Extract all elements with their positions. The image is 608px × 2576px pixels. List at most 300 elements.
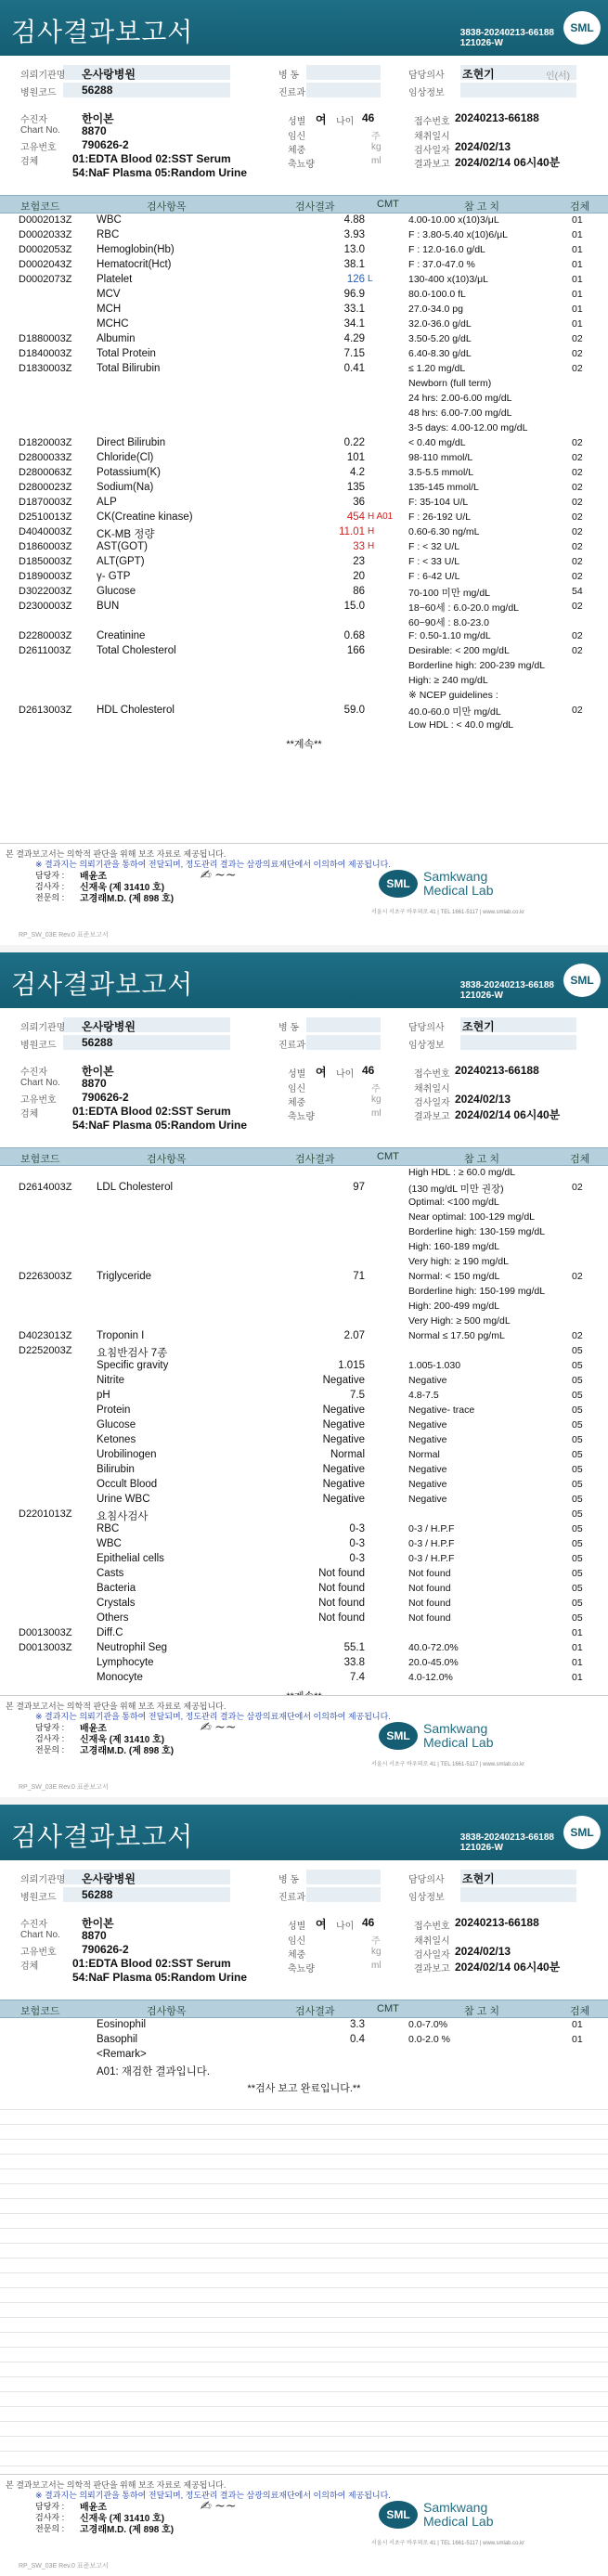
- row-reference: 4.00-10.00 x(10)3/μL: [408, 214, 499, 226]
- chart-no-value: 8870: [82, 1077, 107, 1090]
- empty-row: [0, 2392, 608, 2407]
- report-title: 검사결과보고서: [11, 17, 194, 47]
- table-row: [0, 540, 608, 555]
- row-specimen: 05: [572, 1494, 583, 1505]
- table-row: [0, 1582, 608, 1597]
- clinical-info-label: 임상정보: [408, 1893, 445, 1903]
- empty-row: [0, 2199, 608, 2214]
- row-reference: 3-5 days: 4.00-12.00 mg/dL: [408, 422, 528, 434]
- urine-volume-unit: ml: [371, 156, 382, 166]
- table-row: [0, 407, 608, 421]
- age-value: 46: [362, 1916, 375, 1929]
- report-header: [0, 952, 608, 1008]
- row-code: D4040003Z: [19, 526, 72, 537]
- row-specimen: 05: [572, 1464, 583, 1475]
- row-result: Negative: [322, 1434, 365, 1445]
- row-test-name: 요침반검사 7종: [97, 1348, 168, 1359]
- row-result: 166: [346, 645, 365, 656]
- row-reference: Negative- trace: [408, 1405, 475, 1416]
- row-result: 23: [353, 556, 365, 567]
- row-specimen: 05: [572, 1375, 583, 1386]
- row-test-name: AST(GOT): [97, 541, 148, 552]
- row-test-name: Neutrophil Seg: [97, 1642, 168, 1653]
- institution-value: 온사랑병원: [82, 1872, 136, 1885]
- chart-no-value: 8870: [82, 124, 107, 137]
- row-reference: 98-110 mmol/L: [408, 452, 473, 463]
- row-result: 126: [346, 274, 365, 285]
- row-reference: F : 37.0-47.0 %: [408, 259, 475, 270]
- row-test-name: Glucose: [97, 1419, 136, 1430]
- row-reference: Very High: ≥ 500 mg/dL: [408, 1315, 511, 1327]
- row-specimen: 01: [572, 274, 583, 285]
- test-date-value: 2024/02/13: [455, 1093, 511, 1106]
- row-specimen: 01: [572, 2019, 583, 2030]
- row-reference: 135-145 mmol/L: [408, 482, 479, 493]
- row-test-name: Casts: [97, 1568, 124, 1579]
- row-specimen: 05: [572, 1419, 583, 1430]
- age-label: 나이: [336, 1922, 355, 1932]
- row-specimen: 02: [572, 363, 583, 374]
- row-specimen: 02: [572, 556, 583, 567]
- urine-volume-label: 축뇨량: [288, 1112, 315, 1122]
- patient-name-value: 한이본: [82, 112, 114, 125]
- ward-label: 병 동: [278, 71, 300, 81]
- report-page-1: [0, 0, 608, 945]
- empty-row: [0, 2437, 608, 2452]
- row-result: 2.07: [343, 1330, 365, 1341]
- row-result: 0-3: [349, 1553, 365, 1564]
- table-row: [0, 1567, 608, 1582]
- row-result: 4.2: [350, 467, 365, 478]
- empty-row: [0, 2273, 608, 2288]
- report-footer: [0, 843, 608, 945]
- lab-name-line1: Samkwang: [423, 2500, 488, 2515]
- document-code-line1: 3838-20240213-66188: [459, 28, 554, 38]
- row-test-name: ALP: [97, 497, 117, 508]
- table-row: [0, 1597, 608, 1612]
- table-row: [0, 466, 608, 481]
- empty-row: [0, 2377, 608, 2392]
- table-row: [0, 1181, 608, 1196]
- lab-name-line2: Medical Lab: [423, 2514, 494, 2529]
- id-no-value: 790626-2: [82, 1091, 129, 1104]
- report-header: [0, 1805, 608, 1860]
- issuer-name: 배윤조: [80, 2503, 107, 2513]
- row-result: 4.29: [343, 333, 365, 344]
- results-table-header: [0, 1147, 608, 1166]
- row-test-name: LDL Cholesterol: [97, 1182, 174, 1193]
- document-code: [460, 1832, 554, 1853]
- row-specimen: 05: [572, 1612, 583, 1624]
- row-test-name: CK-MB 정량: [97, 529, 155, 540]
- report-complete-label: **검사 보고 완료입니다.**: [247, 2083, 361, 2094]
- row-reference: 0-3 / H.P.F: [408, 1538, 455, 1549]
- row-specimen: 01: [572, 289, 583, 300]
- row-result: 33: [353, 541, 365, 552]
- row-result: 97: [353, 1182, 365, 1193]
- row-test-name: Monocyte: [97, 1672, 143, 1683]
- report-header: [0, 0, 608, 56]
- checker-label: 검사자 :: [35, 882, 65, 891]
- row-specimen: 01: [572, 229, 583, 240]
- chart-no-label: Chart No.: [20, 125, 60, 136]
- patient-info: [0, 1860, 608, 2000]
- lab-logo: SML: [379, 1722, 418, 1750]
- row-reference: F : 12.0-16.0 g/dL: [408, 244, 485, 255]
- chart-no-value: 8870: [82, 1929, 107, 1942]
- row-reference: Optimal: <100 mg/dL: [408, 1197, 499, 1208]
- lab-name-line1: Samkwang: [423, 1721, 488, 1736]
- col-specimen: 검체: [570, 2006, 590, 2017]
- ward-label: 병 동: [278, 1875, 300, 1885]
- row-reference: High: 200-499 mg/dL: [408, 1301, 500, 1312]
- empty-row: [0, 2214, 608, 2229]
- row-reference: 1.005-1.030: [408, 1360, 461, 1371]
- lab-name-line2: Medical Lab: [423, 883, 494, 898]
- row-test-name: Basophil: [97, 2034, 138, 2045]
- table-row: [0, 377, 608, 392]
- table-row: [0, 1641, 608, 1656]
- weight-label: 체중: [288, 1950, 306, 1961]
- empty-row: [0, 2259, 608, 2273]
- hospital-code-value: 56288: [82, 1888, 113, 1901]
- reported-label: 결과보고: [414, 1964, 450, 1974]
- row-test-name: RBC: [97, 1523, 120, 1534]
- table-row: [0, 674, 608, 689]
- col-ref: 참 고 치: [464, 1154, 499, 1165]
- pregnancy-label: 임신: [288, 1936, 306, 1947]
- row-result: 13.0: [343, 244, 365, 255]
- age-label: 나이: [336, 117, 355, 127]
- row-test-name: Bilirubin: [97, 1464, 135, 1475]
- row-reference: High: ≥ 240 mg/dL: [408, 675, 488, 686]
- specimen-line2: 54:NaF Plasma 05:Random Urine: [72, 1119, 248, 1132]
- report-page-3: [0, 1805, 608, 2576]
- row-code: D0002043Z: [19, 259, 72, 270]
- receipt-no-value: 20240213-66188: [455, 1916, 539, 1929]
- specimen-line2: 54:NaF Plasma 05:Random Urine: [72, 1971, 248, 1984]
- specimen-label: 검체: [20, 1109, 39, 1120]
- row-specimen: 02: [572, 571, 583, 582]
- empty-rows: [0, 2095, 608, 2481]
- row-flag: H: [368, 526, 375, 537]
- table-row: [0, 1418, 608, 1433]
- patient-name-label: 수진자: [20, 1068, 47, 1078]
- row-reference: Desirable: < 200 mg/dL: [408, 645, 510, 656]
- row-test-name: Triglyceride: [97, 1271, 152, 1282]
- table-row: [0, 436, 608, 451]
- institution-label: 의뢰기관명: [20, 71, 66, 81]
- reported-label: 결과보고: [414, 160, 450, 170]
- row-test-name: Bacteria: [97, 1583, 136, 1594]
- col-code: 보험코드: [20, 2006, 60, 2017]
- row-specimen: 02: [572, 526, 583, 537]
- row-specimen: 05: [572, 1583, 583, 1594]
- table-row: [0, 1478, 608, 1493]
- empty-row: [0, 2095, 608, 2110]
- doctor-label: 담당의사: [408, 1875, 445, 1885]
- age-label: 나이: [336, 1069, 355, 1080]
- row-specimen: 05: [572, 1405, 583, 1416]
- row-result: Negative: [322, 1419, 365, 1430]
- lab-logo: SML: [379, 870, 418, 898]
- row-result: 20: [353, 571, 365, 582]
- table-row: [0, 2063, 608, 2078]
- row-result: 11.01: [339, 526, 365, 537]
- weight-label: 체중: [288, 1098, 306, 1108]
- empty-row: [0, 2452, 608, 2466]
- row-test-name: CK(Creatine kinase): [97, 511, 193, 523]
- row-result: 86: [353, 586, 365, 597]
- row-test-name: WBC: [97, 214, 122, 226]
- row-test-name: Urine WBC: [97, 1494, 150, 1505]
- row-result: 7.15: [343, 348, 365, 359]
- row-reference: 3.5-5.5 mmol/L: [408, 467, 474, 478]
- dept-label: 진료과: [278, 88, 305, 98]
- row-specimen: 05: [572, 1538, 583, 1549]
- row-result: 3.3: [350, 2019, 365, 2030]
- row-result: 55.1: [343, 1642, 365, 1653]
- empty-row: [0, 2333, 608, 2348]
- row-result: 0.4: [350, 2034, 365, 2045]
- row-reference: Normal ≤ 17.50 pg/mL: [408, 1330, 505, 1341]
- row-reference: Low HDL : < 40.0 mg/dL: [408, 719, 514, 731]
- document-code-line2: 121026-W: [459, 990, 503, 1001]
- chart-no-label: Chart No.: [20, 1930, 60, 1940]
- row-specimen: 02: [572, 601, 583, 612]
- empty-row: [0, 2169, 608, 2184]
- col-name: 검사항목: [147, 1154, 187, 1165]
- row-result: 0-3: [349, 1538, 365, 1549]
- row-result: Not found: [318, 1568, 365, 1579]
- row-specimen: 02: [572, 452, 583, 463]
- row-result: 71: [353, 1271, 365, 1282]
- row-code: D1880003Z: [19, 333, 72, 344]
- row-test-name: Diff.C: [97, 1627, 123, 1638]
- table-row: [0, 496, 608, 511]
- row-reference: 40.0-60.0 미만 mg/dL: [408, 706, 501, 718]
- table-row: [0, 600, 608, 615]
- table-row: [0, 362, 608, 377]
- row-reference: 0-3 / H.P.F: [408, 1523, 455, 1534]
- row-result: 1.015: [338, 1360, 365, 1371]
- issuer-name: 배윤조: [80, 872, 107, 882]
- row-specimen: 02: [572, 437, 583, 448]
- row-reference: 4.0-12.0%: [408, 1672, 453, 1683]
- row-test-name: RBC: [97, 229, 120, 240]
- row-code: D2263003Z: [19, 1271, 72, 1282]
- doctor-label: 담당의사: [408, 71, 445, 81]
- row-result: 33.1: [343, 304, 365, 315]
- tested-label: 검사일자: [414, 1950, 450, 1961]
- table-row: [0, 659, 608, 674]
- institution-value: 온사랑병원: [82, 68, 136, 81]
- document-code-line1: 3838-20240213-66188: [459, 1832, 554, 1843]
- row-specimen: 05: [572, 1390, 583, 1401]
- test-date-value: 2024/02/13: [455, 140, 511, 153]
- row-specimen: 01: [572, 1627, 583, 1638]
- row-code: D2800063Z: [19, 467, 72, 478]
- patient-info: [0, 1008, 608, 1147]
- table-row: [0, 704, 608, 718]
- row-specimen: 05: [572, 1360, 583, 1371]
- row-result: Negative: [322, 1494, 365, 1505]
- row-reference: 40.0-72.0%: [408, 1642, 459, 1653]
- institution-value: 온사랑병원: [82, 1020, 136, 1033]
- id-no-label: 고유번호: [20, 1095, 57, 1106]
- row-reference: 130-400 x(10)3/μL: [408, 274, 489, 285]
- row-reference: Newborn (full term): [408, 378, 492, 389]
- institution-label: 의뢰기관명: [20, 1875, 66, 1885]
- expert-label: 전문의 :: [35, 2524, 65, 2533]
- empty-row: [0, 2303, 608, 2318]
- row-reference: Not found: [408, 1598, 451, 1609]
- table-row: [0, 1626, 608, 1641]
- row-flag: L: [368, 274, 373, 284]
- table-row: [0, 214, 608, 228]
- weight-unit: kg: [371, 1947, 382, 1957]
- table-row: [0, 288, 608, 303]
- empty-row: [0, 2348, 608, 2362]
- sex-value: 여: [316, 1066, 327, 1079]
- table-row: [0, 1329, 608, 1344]
- page-code: RP_SW_03E Rev.0 표준보고서: [19, 932, 109, 938]
- table-row: [0, 451, 608, 466]
- hospital-code-label: 병원코드: [20, 88, 57, 98]
- table-row: [0, 1225, 608, 1240]
- row-specimen: 05: [572, 1568, 583, 1579]
- row-specimen: 01: [572, 259, 583, 270]
- report-date-value: 2024/02/14 06시40분: [455, 156, 561, 169]
- receipt-no-label: 접수번호: [414, 1069, 450, 1080]
- row-reference: 20.0-45.0%: [408, 1657, 459, 1668]
- report-footer: [0, 1695, 608, 1797]
- row-result: 33.8: [343, 1657, 365, 1668]
- table-row: [0, 615, 608, 629]
- sex-value: 여: [316, 1918, 327, 1931]
- lab-fine-print: 서울시 서초구 바우뫼로 41 | TEL 1661-5117 | www.smlab.co.kr: [371, 2541, 525, 2546]
- row-reference: 70-100 미만 mg/dL: [408, 588, 490, 599]
- row-code: D1840003Z: [19, 348, 72, 359]
- row-test-name: Nitrite: [97, 1375, 125, 1386]
- row-reference: Not found: [408, 1583, 451, 1594]
- row-reference: 80.0-100.0 fL: [408, 289, 466, 300]
- footer-note-1: 본 결과보고서는 의학적 판단을 위해 보조 자료로 제공됩니다.: [6, 849, 226, 859]
- table-row: [0, 689, 608, 704]
- reported-label: 결과보고: [414, 1112, 450, 1122]
- row-specimen: 02: [572, 1330, 583, 1341]
- hospital-code-label: 병원코드: [20, 1041, 57, 1051]
- row-reference: F : 6-42 U/L: [408, 571, 460, 582]
- row-reference: Borderline high: 150-199 mg/dL: [408, 1286, 546, 1297]
- row-reference: Very high: ≥ 190 mg/dL: [408, 1256, 509, 1267]
- specimen-label: 검체: [20, 1961, 39, 1972]
- row-reference: 48 hrs: 6.00-7.00 mg/dL: [408, 408, 512, 419]
- collected-label: 채취일시: [414, 132, 450, 142]
- table-row: [0, 1166, 608, 1181]
- expert-name: 고경래M.D. (제 898 호): [80, 894, 175, 904]
- expert-name: 고경래M.D. (제 898 호): [80, 1746, 175, 1756]
- receipt-no-label: 접수번호: [414, 117, 450, 127]
- checker-label: 검사자 :: [35, 1734, 65, 1743]
- row-reference: High HDL : ≥ 60.0 mg/dL: [408, 1167, 516, 1178]
- row-reference: < 0.40 mg/dL: [408, 437, 466, 448]
- col-result: 검사결과: [295, 2006, 335, 2017]
- row-specimen: 01: [572, 1657, 583, 1668]
- results-table-page-1: [0, 214, 608, 733]
- row-reference: 0.0-2.0 %: [408, 2034, 450, 2045]
- row-code: D4023013Z: [19, 1330, 72, 1341]
- patient-info: [0, 56, 608, 195]
- row-test-name: A01: 재검한 결과입니다.: [97, 2066, 211, 2078]
- collected-label: 채취일시: [414, 1084, 450, 1094]
- lab-name: [423, 2501, 494, 2529]
- doctor-value: 조현기: [462, 68, 495, 81]
- empty-row: [0, 2229, 608, 2244]
- results-table-page-3: [0, 2018, 608, 2078]
- row-code: D2252003Z: [19, 1345, 72, 1356]
- table-row: [0, 1522, 608, 1537]
- urine-volume-label: 축뇨량: [288, 1964, 315, 1974]
- ward-label: 병 동: [278, 1023, 300, 1033]
- tested-label: 검사일자: [414, 1098, 450, 1108]
- col-cmt: CMT: [377, 199, 399, 210]
- table-row: [0, 228, 608, 243]
- row-code: D1820003Z: [19, 437, 72, 448]
- id-no-value: 790626-2: [82, 1943, 129, 1956]
- row-result: 0.41: [343, 363, 365, 374]
- row-result: Negative: [322, 1479, 365, 1490]
- sex-label: 성별: [288, 1069, 306, 1080]
- row-reference: 18~60세 : 6.0-20.0 mg/dL: [408, 602, 520, 614]
- pregnancy-label: 임신: [288, 132, 306, 142]
- row-reference: 27.0-34.0 pg: [408, 304, 463, 315]
- row-specimen: 02: [572, 1182, 583, 1193]
- row-reference: 4.8-7.5: [408, 1390, 439, 1401]
- row-test-name: Crystals: [97, 1598, 136, 1609]
- row-test-name: Creatinine: [97, 630, 146, 641]
- row-specimen: 05: [572, 1553, 583, 1564]
- row-result: 0.22: [343, 437, 365, 448]
- row-reference: 60~90세 : 8.0-23.0: [408, 617, 489, 628]
- empty-row: [0, 2407, 608, 2422]
- row-result: 96.9: [343, 289, 365, 300]
- row-result: Not found: [318, 1598, 365, 1609]
- table-row: [0, 1389, 608, 1404]
- checker-name: 신재욱 (제 31410 호): [80, 1735, 165, 1745]
- table-row: [0, 1240, 608, 1255]
- row-test-name: Platelet: [97, 274, 133, 285]
- page-code: RP_SW_03E Rev.0 표준보고서: [19, 2563, 109, 2570]
- col-result: 검사결과: [295, 201, 335, 213]
- row-code: D3022003Z: [19, 586, 72, 597]
- col-code: 보험코드: [20, 1154, 60, 1165]
- empty-row: [0, 2184, 608, 2199]
- table-row: [0, 585, 608, 600]
- row-reference: Negative: [408, 1479, 447, 1490]
- row-result: 101: [346, 452, 365, 463]
- empty-row: [0, 2140, 608, 2155]
- row-test-name: ALT(GPT): [97, 556, 145, 567]
- receipt-no-value: 20240213-66188: [455, 1064, 539, 1077]
- lab-logo: SML: [379, 2501, 418, 2529]
- row-test-name: Potassium(K): [97, 467, 162, 478]
- row-test-name: Sodium(Na): [97, 482, 154, 493]
- row-test-name: Eosinophil: [97, 2019, 147, 2030]
- lab-name: [423, 1722, 494, 1750]
- col-cmt: CMT: [377, 2003, 399, 2014]
- report-date-value: 2024/02/14 06시40분: [455, 1108, 561, 1121]
